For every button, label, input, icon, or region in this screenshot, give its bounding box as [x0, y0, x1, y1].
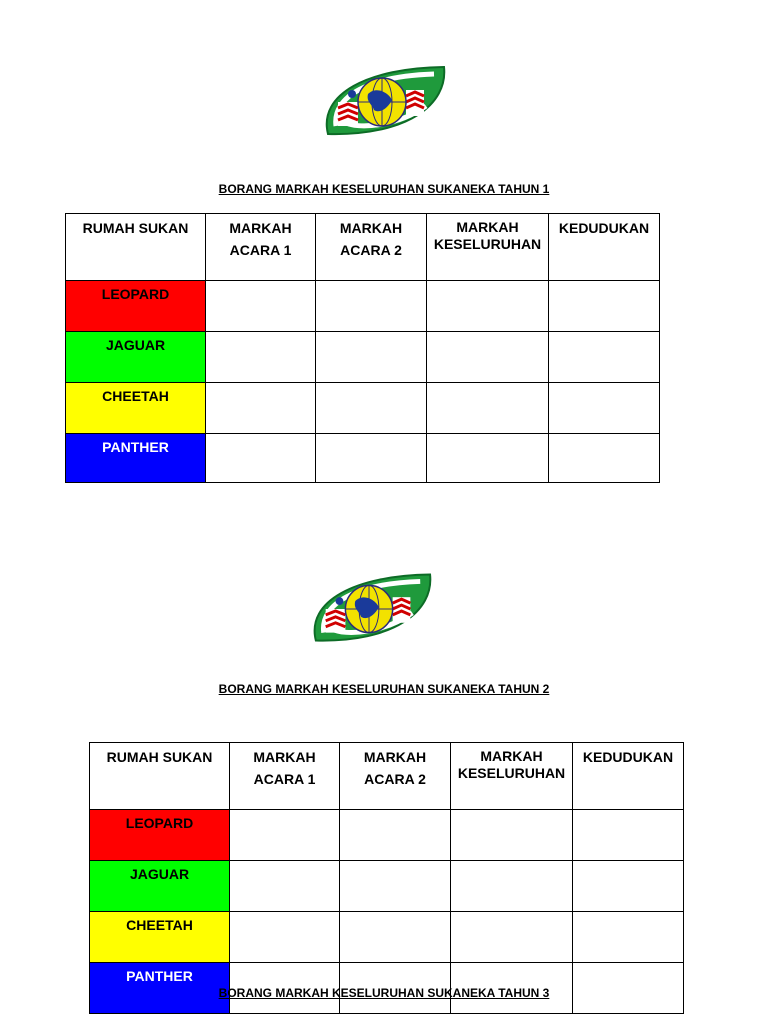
house-jaguar: JAGUAR	[66, 332, 206, 383]
table-row	[90, 810, 684, 861]
score-cell[interactable]	[340, 861, 451, 912]
rank-cell[interactable]	[549, 383, 660, 434]
total-cell[interactable]	[427, 332, 549, 383]
score-cell[interactable]	[230, 861, 340, 912]
header-rumah-sukan: RUMAH SUKAN	[90, 743, 230, 810]
score-cell[interactable]	[206, 281, 316, 332]
table-row	[90, 912, 684, 963]
header-markah-acara-2: MARKAH ACARA 2	[340, 743, 451, 810]
score-cell[interactable]	[316, 281, 427, 332]
total-cell[interactable]	[427, 434, 549, 483]
rank-cell[interactable]	[549, 434, 660, 483]
table-header-row	[66, 214, 660, 281]
total-cell[interactable]	[451, 861, 573, 912]
school-globe-crest-icon	[306, 571, 434, 647]
score-cell[interactable]	[206, 434, 316, 483]
form-title-tahun-3: BORANG MARKAH KESELURUHAN SUKANEKA TAHUN 3	[218, 986, 550, 1000]
house-cheetah: CHEETAH	[66, 383, 206, 434]
total-cell[interactable]	[427, 383, 549, 434]
house-panther: PANTHER	[90, 963, 230, 1014]
header-markah-keseluruhan: MARKAH KESELURUHAN	[451, 743, 573, 810]
score-cell[interactable]	[230, 912, 340, 963]
total-cell[interactable]	[451, 810, 573, 861]
table-row	[66, 281, 660, 332]
header-kedudukan: KEDUDUKAN	[549, 214, 660, 281]
form-title-tahun-1: BORANG MARKAH KESELURUHAN SUKANEKA TAHUN 1	[218, 182, 550, 196]
house-jaguar: JAGUAR	[90, 861, 230, 912]
house-leopard: LEOPARD	[90, 810, 230, 861]
table-row	[66, 434, 660, 483]
rank-cell[interactable]	[549, 332, 660, 383]
table-row	[66, 332, 660, 383]
form-title-tahun-2: BORANG MARKAH KESELURUHAN SUKANEKA TAHUN 2	[218, 682, 550, 696]
header-rumah-sukan: RUMAH SUKAN	[66, 214, 206, 281]
rank-cell[interactable]	[573, 810, 684, 861]
score-table-tahun-2	[89, 742, 684, 1014]
score-table-tahun-1	[65, 213, 660, 483]
table-row	[66, 383, 660, 434]
score-cell[interactable]	[206, 332, 316, 383]
header-markah-keseluruhan: MARKAH KESELURUHAN	[427, 214, 549, 281]
header-markah-acara-1: MARKAH ACARA 1	[206, 214, 316, 281]
header-markah-acara-2: MARKAH ACARA 2	[316, 214, 427, 281]
score-cell[interactable]	[230, 810, 340, 861]
total-cell[interactable]	[451, 912, 573, 963]
total-cell[interactable]	[427, 281, 549, 332]
score-cell[interactable]	[316, 383, 427, 434]
house-cheetah: CHEETAH	[90, 912, 230, 963]
score-cell[interactable]	[340, 810, 451, 861]
school-globe-crest-icon	[318, 64, 448, 140]
score-cell[interactable]	[316, 332, 427, 383]
table-row	[90, 861, 684, 912]
header-kedudukan: KEDUDUKAN	[573, 743, 684, 810]
score-cell[interactable]	[316, 434, 427, 483]
score-cell[interactable]	[340, 912, 451, 963]
house-panther: PANTHER	[66, 434, 206, 483]
house-leopard: LEOPARD	[66, 281, 206, 332]
header-markah-acara-1: MARKAH ACARA 1	[230, 743, 340, 810]
table-header-row	[90, 743, 684, 810]
score-cell[interactable]	[206, 383, 316, 434]
rank-cell[interactable]	[573, 912, 684, 963]
rank-cell[interactable]	[573, 861, 684, 912]
rank-cell[interactable]	[549, 281, 660, 332]
